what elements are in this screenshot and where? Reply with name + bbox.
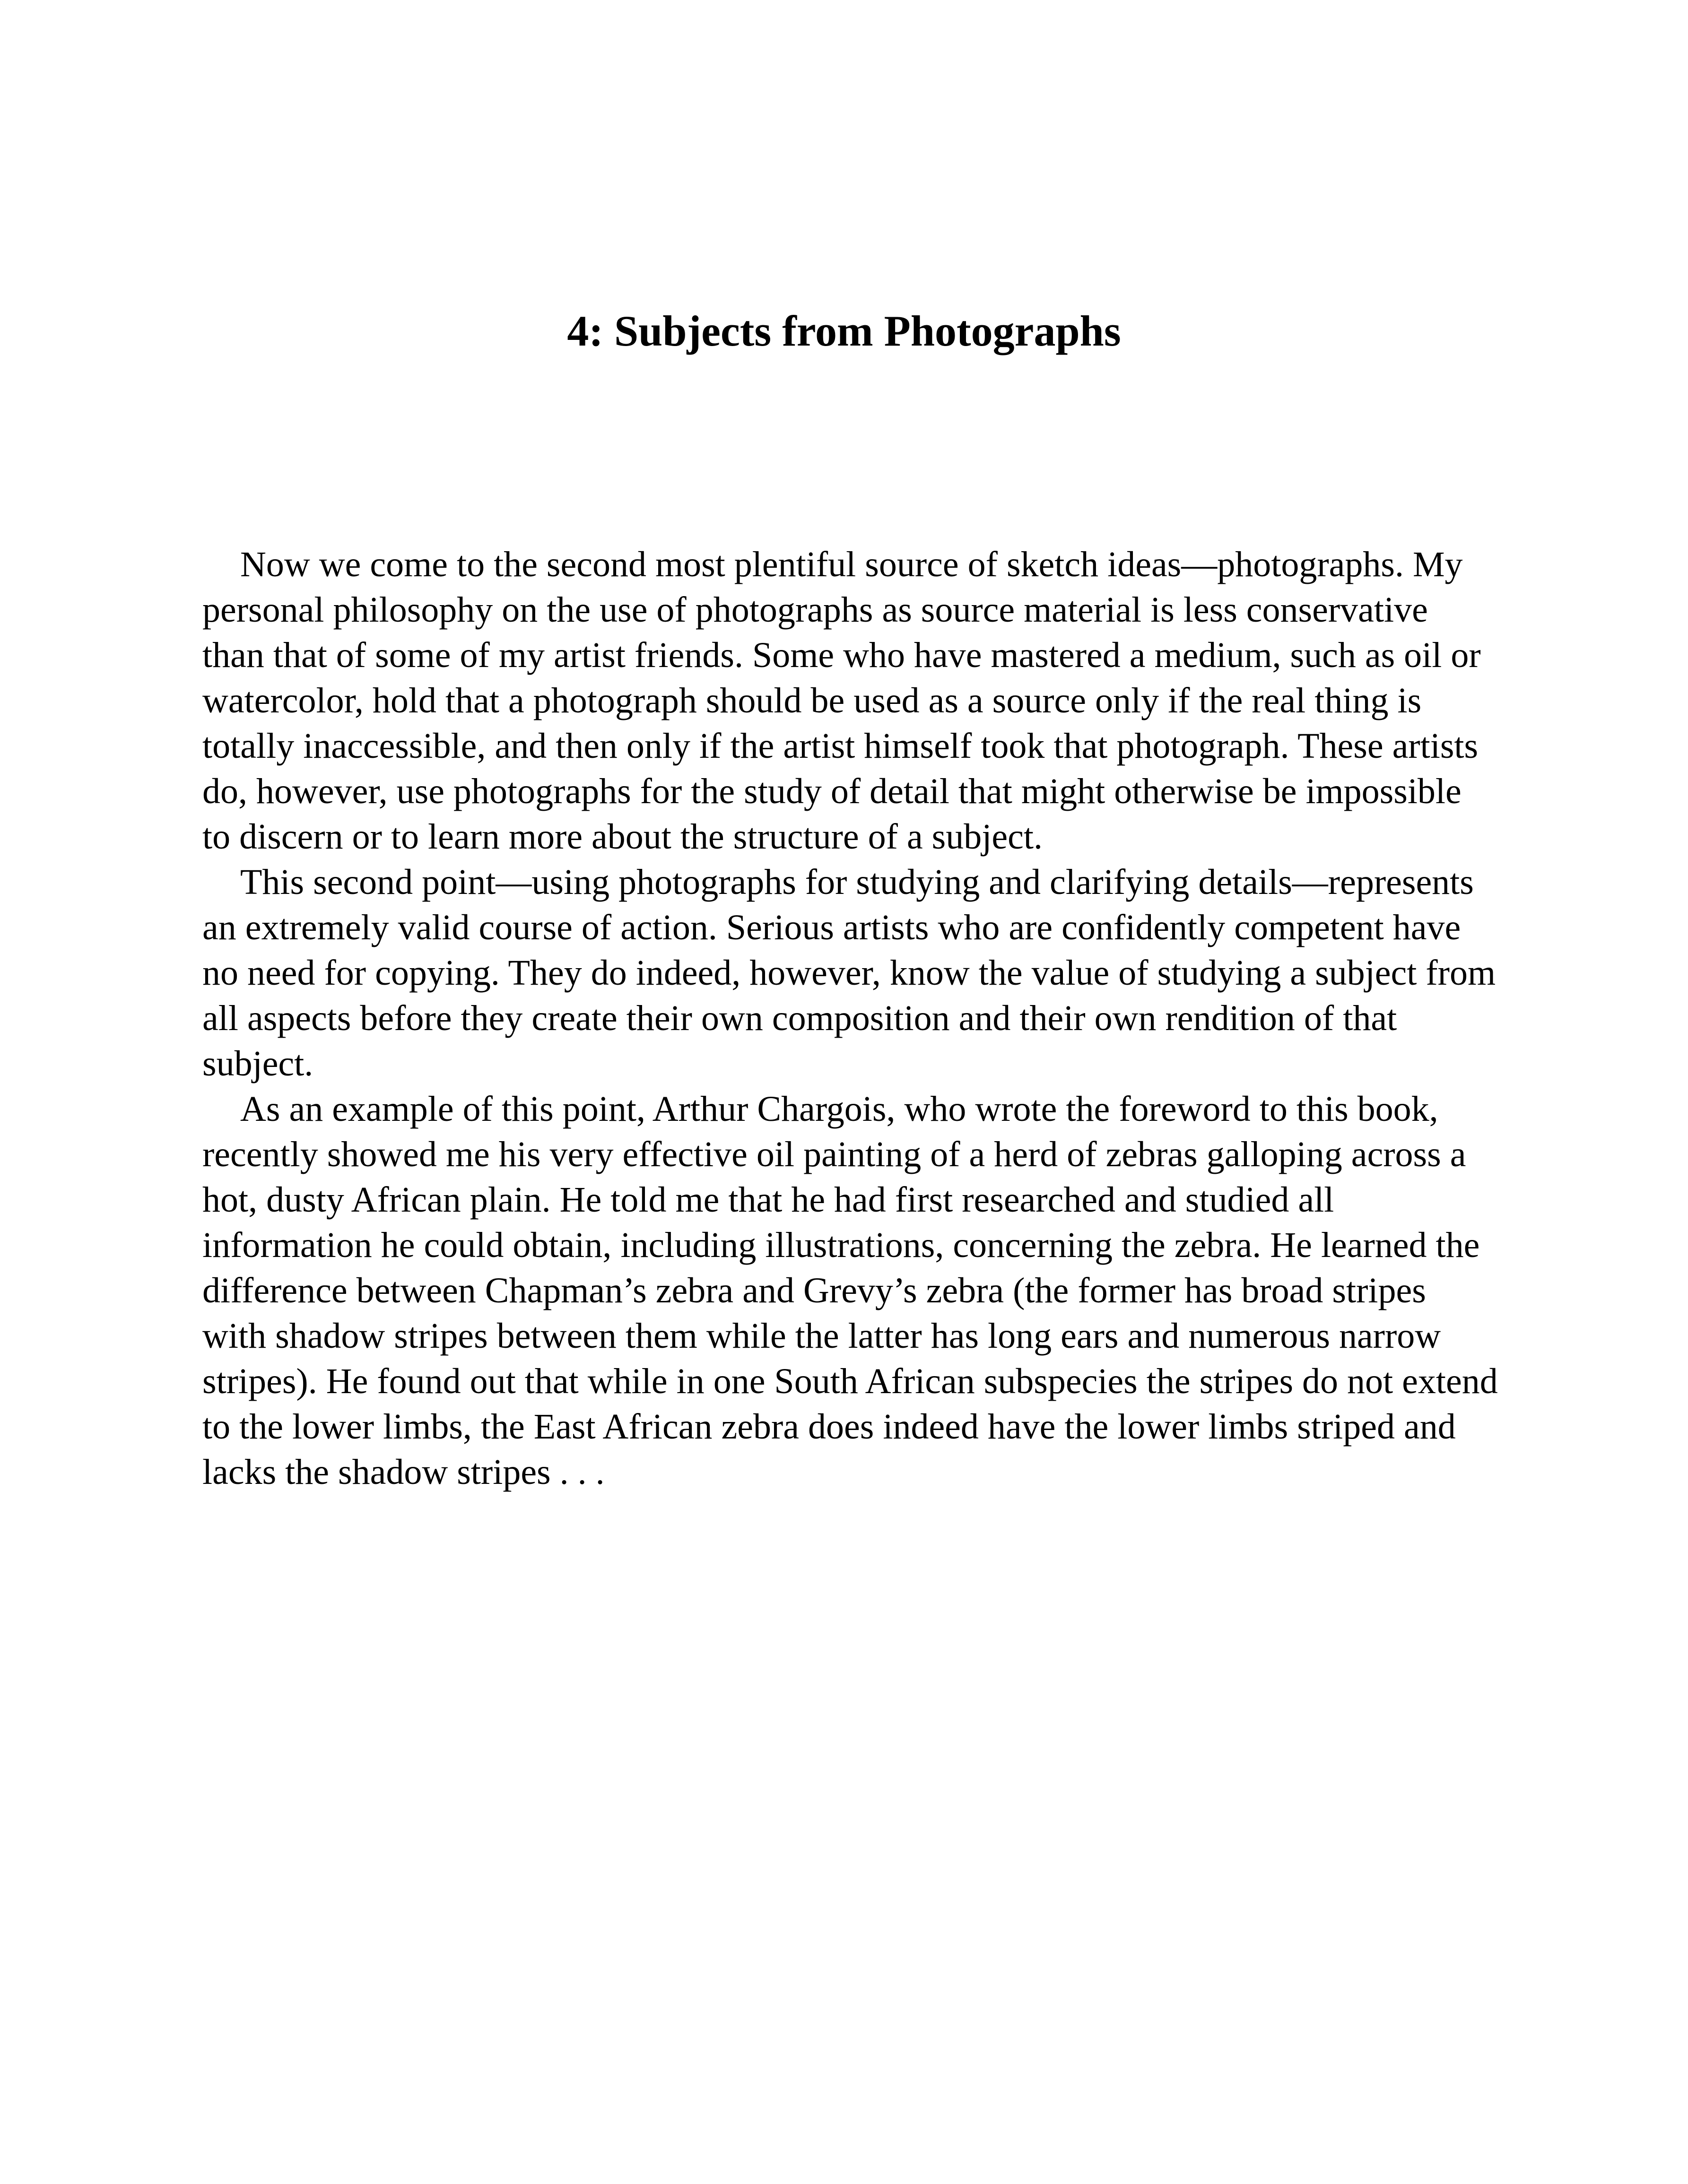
paragraph-1: Now we come to the second most plentiful source of sketch ideas—photographs. My personal philosophy on the use of photographs as source material is less conservative than that of some of my artist friends. Some who have mastered a medium, such as oil or watercolor, hold that a photograph should be used as a source only if the real thing is totally inaccessible, and then only if the artist himself took that photograph. These artists do, however, use photographs for the study of detail that might otherwise be impossible to discern or to learn more about the structure of a subject. [202,545,1481,857]
paragraph-2: This second point—using photographs for studying and clarifying details—represents an extremely valid course of action. Serious artists who are confidently competent have no need for copying. They do indeed, however, know the value of studying a subject from all aspects before they create their own composition and their own rendition of that subject. [202,862,1496,1083]
body-text-block [202,542,1498,1495]
paragraph-3: As an example of this point, Arthur Chargois, who wrote the foreword to this book, recently showed me his very effective oil painting of a herd of zebras galloping across a hot, dusty African plain. He told me that he had first researched and studied all information he could obtain, including illustrations, concerning the zebra. He learned the difference between Chapman’s zebra and Grevy’s zebra (the former has broad stripes with shadow stripes between them while the latter has long ears and numerous narrow stripes). He found out that while in one South African subspecies the stripes do not extend to the lower limbs, the East African zebra does indeed have the lower limbs striped and lacks the shadow stripes . . . [202,1089,1498,1492]
chapter-title: 4: Subjects from Photographs [567,307,1121,355]
